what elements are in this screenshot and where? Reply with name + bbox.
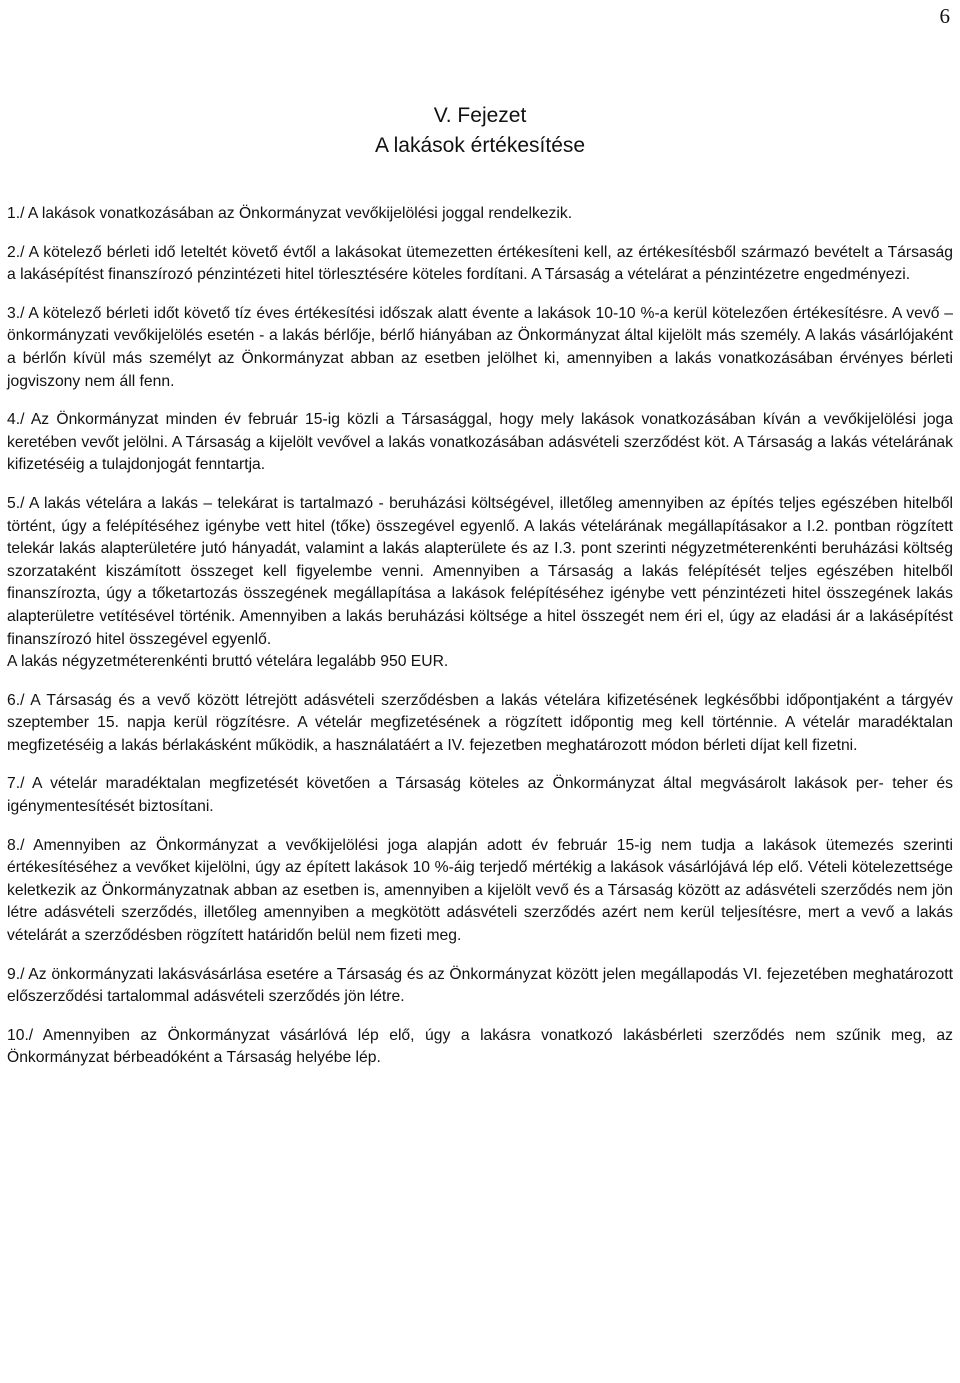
paragraph-4: 4./ Az Önkormányzat minden év február 15-ig közli a Társasággal, hogy mely lakások vonatkozásában kíván a vevőkijelölési joga keretében vevőt jelölni. A Társaság a kijelölt vevővel a lakás vonatkozásában adásvételi szerződést köt. A Társaság a lakás vételárának kifizetéséig a tulajdonjogát fenntartja. — [7, 411, 953, 474]
paragraph-8: 8./ Amennyiben az Önkormányzat a vevőkijelölési joga alapján adott év február 15-ig nem tudja a lakások ütemezés szerinti értékesítéséhez a vevőket kijelölni, úgy az épített lakások 10 %-áig terjedő mértékig a lakások vásárlójává lép elő. Vételi kötelezettsége keletkezik az Önkormányzatnak abban az esetben is, amennyiben a kijelölt vevő és a Társaság között az adásvételi szerződés nem jön létre adásvételi szerződés, illetőleg amennyiben a megkötött adásvételi szerződés azért nem kerül teljesítésre, mert a vevő a lakás vételárát a szerződésben rögzített határidőn belül nem fizeti meg. — [7, 836, 953, 945]
paragraph-6: 6./ A Társaság és a vevő között létrejött adásvételi szerződésben a lakás vételára kifizetésének legkésőbbi időpontjaként a tárgyév szeptember 15. napja kerül rögzítésre. A vételár megfizetésének a rögzített időpontig meg kell történnie. A vételár maradéktalan megfizetéséig a lakás bérlakásként működik, a használatáért a IV. fejezetben meghatározott módon bérleti díjat kell fizetni. — [7, 691, 953, 754]
paragraph-10: 10./ Amennyiben az Önkormányzat vásárlóvá lép elő, úgy a lakásra vonatkozó lakásbérleti szerződés nem szűnik meg, az Önkormányzat bérbeadóként a Társaság helyébe lép. — [7, 1026, 953, 1067]
paragraph-2: 2./ A kötelező bérleti idő leteltét követő évtől a lakásokat ütemezetten értékesíteni kell, az értékesítésből származó bevételt a Társaság a lakásépítést finanszírozó pénzintézeti hitel törlesztésére köteles fordítani. A Társaság a vételárat a pénzintézetre engedményezi. — [7, 243, 953, 284]
paragraph-1: 1./ A lakások vonatkozásában az Önkormányzat vevőkijelölési joggal rendelkezik. — [7, 205, 573, 222]
page-number: 6 — [939, 4, 950, 28]
paragraph-9: 9./ Az önkormányzati lakásvásárlása esetére a Társaság és az Önkormányzat között jelen megállapodás VI. fejezetében meghatározott előszerződési tartalommal adásvételi szerződés jön létre. — [7, 965, 953, 1006]
paragraph-5-minimum-price: A lakás négyzetméterenkénti bruttó vételára legalább 950 EUR. — [7, 653, 449, 671]
chapter-title: A lakások értékesítése — [374, 134, 586, 157]
paragraph-5: 5./ A lakás vételára a lakás – telekárat is tartalmazó - beruházási költségével, illetőleg amennyiben az építés teljes egészében hitelből történt, úgy a felépítéséhez igénybe vett hitel (tőke) összegével egyenlő. A lakás vételárának megállapításakor a I.2. pontban rögzített telekár lakás alapterületére jutó hányadát, valamint a lakás alapterülete és az I.3. pont szerinti négyzetméterenkénti beruházási költség szorzataként kiszámított összeget kell figyelembe venni. Amennyiben a Társaság a lakás felépítését teljes egészében hitelből finanszírozta, úgy a tőketartozás összegének megállapítása a lakások felépítéséhez igénybe vett pénzintézeti hitel összegének lakás alapterületre vetítésével történik. Amennyiben a lakás beruházási költsége a hitel összegét nem éri el, úgy az eladási ár a lakásépítést finanszírozó hitel összegével egyenlő. — [7, 494, 953, 648]
chapter-body — [7, 203, 953, 1086]
chapter-number: V. Fejezet — [433, 104, 527, 127]
paragraph-3: 3./ A kötelező bérleti időt követő tíz éves értékesítési időszak alatt évente a lakások 10-10 %-a kerül kötelezően értékesítésre. A vevő – önkormányzati vevőkijelölés esetén - a lakás bérlője, bérlő hiányában az Önkormányzat által kijelölt más személy. A lakás vásárlójaként a bérlőn kívül más személyt az Önkormányzat abban az esetben jelölhet ki, amennyiben a lakás vonatkozásában érvényes bérleti jogviszony nem áll fenn. — [7, 304, 953, 390]
paragraph-7: 7./ A vételár maradéktalan megfizetését követően a Társaság köteles az Önkormányzat által megvásárolt lakások per- teher és igénymentesítését biztosítani. — [7, 775, 953, 816]
